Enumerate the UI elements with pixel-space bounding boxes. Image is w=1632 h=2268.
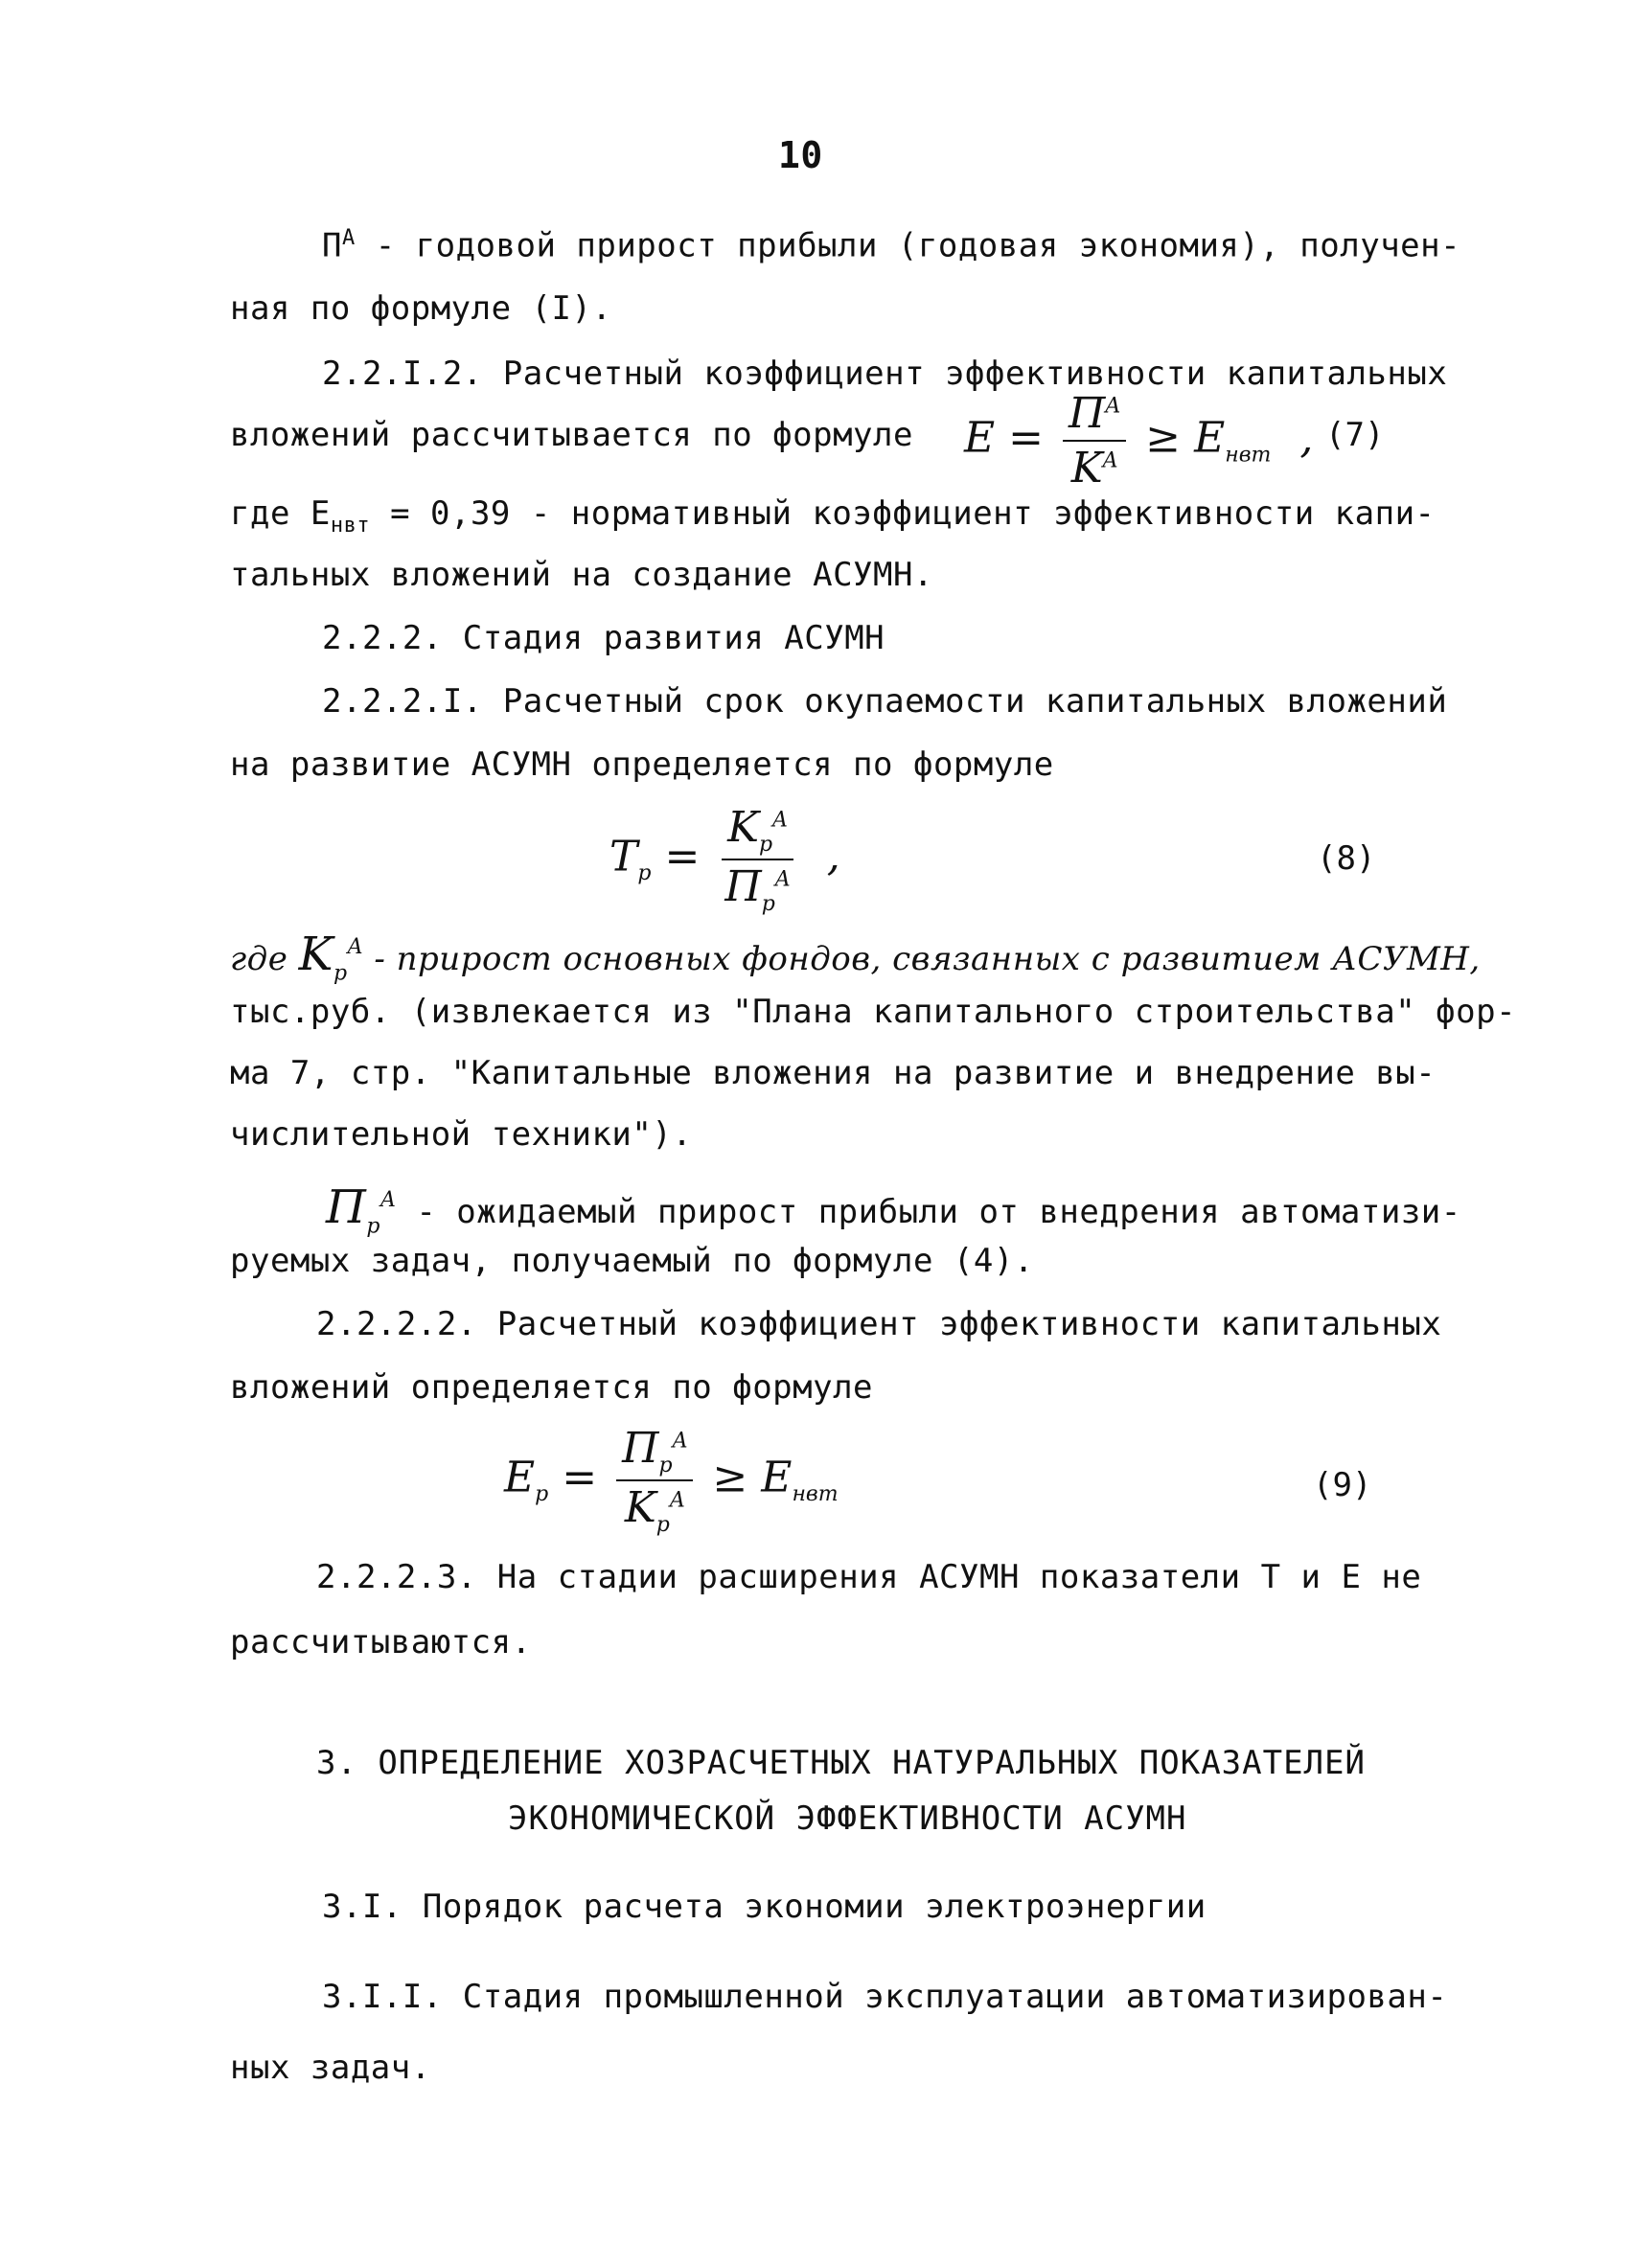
formula-7-denominator: $K^A$ bbox=[1070, 444, 1118, 493]
section-2212-line-2: вложений рассчитывается по формуле bbox=[230, 416, 913, 454]
formula-9-numerator: $П_p^A$ bbox=[616, 1424, 693, 1481]
definition-kp-line-2: тыс.руб. (извлекается из "Плана капитального строительства" фор- bbox=[230, 993, 1517, 1031]
section-2223-line-1: 2.2.2.3. На стадии расширения АСУМН показатели Т и Е не bbox=[316, 1558, 1422, 1596]
formula-7-relation-subscript: нвт bbox=[1225, 443, 1272, 468]
formula-9: $E_p$ = $\frac{П_p^A}{K_p^A}$ ≥ $E_{нвт}$ bbox=[504, 1424, 839, 1537]
formula-9-fraction bbox=[616, 1424, 693, 1537]
formula-7-fraction bbox=[1063, 389, 1126, 493]
definition-enbt-line-1: где $E_{нвт} = 0,39$ - нормативный коэффициент эффективности капи- bbox=[230, 494, 1436, 538]
page-number: 10 bbox=[778, 134, 823, 176]
formula-9-lhs: E bbox=[504, 1453, 536, 1502]
formula-7-lhs: E = bbox=[964, 413, 1044, 463]
enbt-subscript: нвт bbox=[330, 513, 371, 538]
symbol-p-superscript: А bbox=[341, 226, 356, 250]
formula-7 bbox=[964, 389, 1313, 493]
section-2222-line-1: 2.2.2.2. Расчетный коэффициент эффективности капитальных bbox=[316, 1305, 1442, 1343]
formula-8-comma: , bbox=[826, 832, 840, 882]
section-311-line-1: 3.I.I. Стадия промышленной эксплуатации автоматизирован- bbox=[322, 1978, 1448, 2016]
symbol-kp: $K_p^A$ bbox=[298, 928, 364, 986]
equation-number-9: (9) bbox=[1313, 1466, 1372, 1504]
section-2222-line-2: вложений определяется по формуле bbox=[230, 1368, 874, 1407]
section-31-title: 3.I. Порядок расчета экономии электроэнергии bbox=[322, 1888, 1207, 1926]
section-2212-line-1: 2.2.I.2. Расчетный коэффициент эффективности капитальных bbox=[322, 355, 1448, 393]
equation-number-8: (8) bbox=[1317, 839, 1376, 878]
definition-kp-line-3: ма 7, стр. "Капитальные вложения на развитие и внедрение вы- bbox=[230, 1054, 1437, 1092]
definition-pa-line-1 bbox=[322, 226, 1460, 264]
symbol-pp: $П_p^A$ bbox=[326, 1180, 397, 1239]
section-2221-line-2: на развитие АСУМН определяется по формуле bbox=[230, 745, 1054, 784]
section-3-heading-line-2: ЭКОНОМИЧЕСКОЙ ЭФФЕКТИВНОСТИ АСУМН bbox=[508, 1799, 1187, 1838]
formula-8-fraction bbox=[719, 803, 795, 916]
section-2221-line-1: 2.2.2.I. Расчетный срок окупаемости капитальных вложений bbox=[322, 682, 1448, 721]
formula-8-lhs: T bbox=[609, 832, 638, 882]
definition-kp-line-4: числительной техники"). bbox=[230, 1115, 693, 1154]
formula-9-denominator: $K_p^A$ bbox=[624, 1482, 685, 1537]
formula-9-relation: ≥ E bbox=[712, 1453, 793, 1502]
formula-7-numerator: $П^A$ bbox=[1063, 389, 1126, 442]
formula-7-relation: ≥ E bbox=[1145, 413, 1226, 463]
section-311-line-2: ных задач. bbox=[230, 2049, 431, 2087]
section-222-title: 2.2.2. Стадия развития АСУМН bbox=[322, 619, 885, 657]
formula-8-numerator: $K_p^A$ bbox=[722, 803, 793, 860]
definition-pa-text: - годовой прирост прибыли (годовая экономия), получен- bbox=[355, 226, 1461, 265]
formula-8: $T_p$ = $\frac{K_p^A}{П_p^A}$ , bbox=[609, 803, 840, 916]
equation-number-7: (7) bbox=[1325, 416, 1385, 454]
formula-8-denominator: $П_p^A$ bbox=[724, 861, 791, 916]
definition-enbt-line-2: тальных вложений на создание АСУМН. bbox=[230, 556, 933, 594]
formula-7-comma: , bbox=[1299, 413, 1314, 463]
definition-pp-line-1: $П_p^A$ - ожидаемый прирост прибыли от внедрения автоматизи- bbox=[326, 1180, 1461, 1239]
definition-pp-line-2: руемых задач, получаемый по формуле (4). bbox=[230, 1242, 1034, 1280]
symbol-p: П bbox=[322, 226, 342, 265]
definition-kp-line-1: где $K_p^A$ - прирост основных фондов, связанных с развитием АСУМН, bbox=[230, 928, 1481, 986]
section-3-heading-line-1: 3. ОПРЕДЕЛЕНИЕ ХОЗРАСЧЕТНЫХ НАТУРАЛЬНЫХ ПОКАЗАТЕЛЕЙ bbox=[316, 1744, 1366, 1782]
section-2223-line-2: рассчитываются. bbox=[230, 1623, 532, 1661]
definition-pa-line-2: ная по формуле (I). bbox=[230, 289, 612, 328]
